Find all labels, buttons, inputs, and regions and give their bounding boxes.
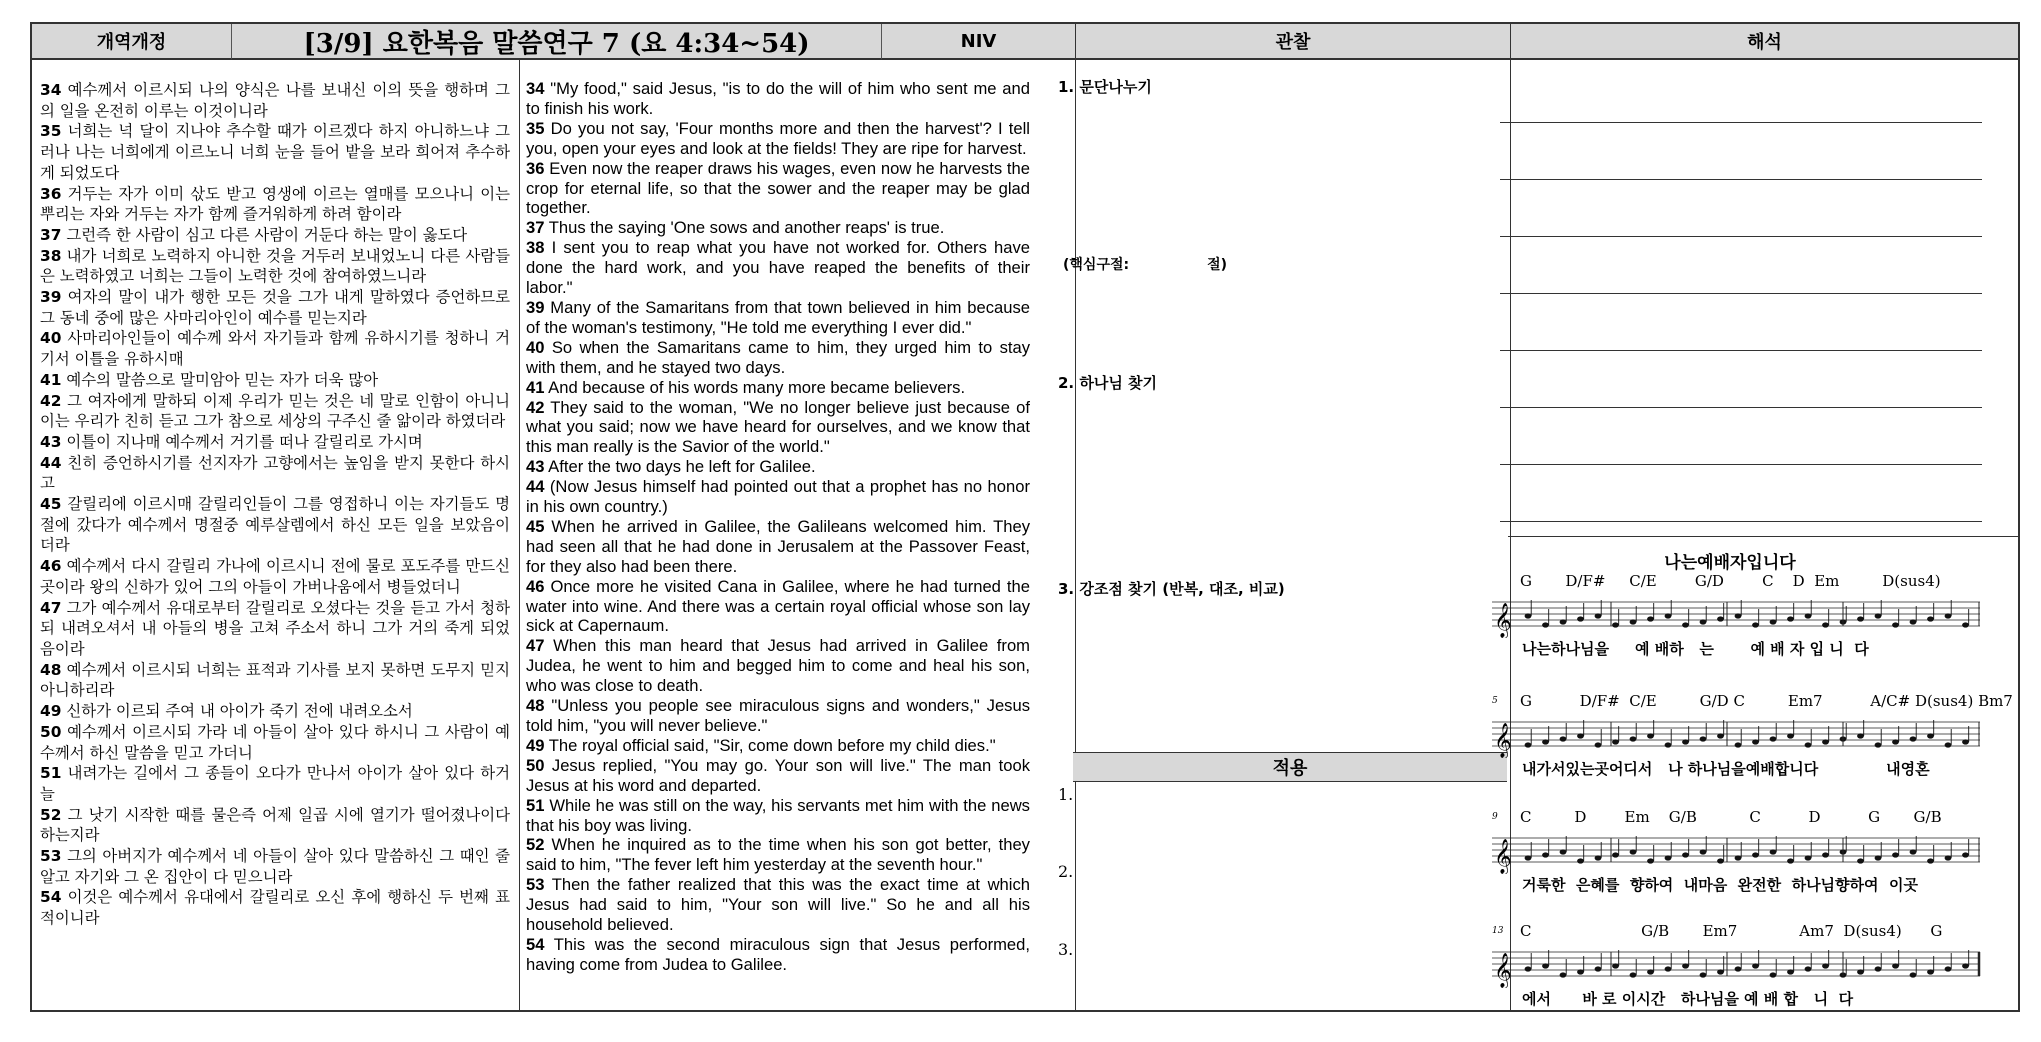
korean-text-column xyxy=(40,72,510,929)
verse-38 xyxy=(40,246,510,287)
verse-number: 48 xyxy=(40,660,62,679)
verse-46 xyxy=(40,556,510,597)
verse-text: This was the second miraculous sign that Jesus performed, having come from Judea to Galilee. xyxy=(526,934,1030,974)
verse-number: 41 xyxy=(40,370,62,389)
verse-number: 53 xyxy=(40,847,62,866)
verse-text: The royal official said, "Sir, come down before my child dies." xyxy=(548,735,996,755)
key-verse-label xyxy=(1063,254,1227,274)
verse-text: 너희는 넉 달이 지나야 추수할 때가 이르겠다 하지 아니하느냐 그러나 나는 너희에게 이르노니 너희 눈을 들어 밭을 보라 희어져 추수하게 되었도다 xyxy=(40,122,510,182)
writing-line xyxy=(1500,236,1982,237)
verse-52 xyxy=(40,805,510,846)
verse-37 xyxy=(526,218,1030,238)
verse-42 xyxy=(40,391,510,432)
measure-number: 5 xyxy=(1492,696,1498,706)
verse-text: After the two days he left for Galilee. xyxy=(548,457,816,477)
measure-number: 13 xyxy=(1492,926,1504,936)
verse-50 xyxy=(526,756,1030,796)
verse-number: 36 xyxy=(526,158,545,178)
writing-line xyxy=(1500,293,1982,294)
song-lyrics: 거룩한 은혜를 향하여 내마음 완전한 하나님향하여 이곳 xyxy=(1522,876,1918,894)
verse-54 xyxy=(526,935,1030,975)
verse-number: 49 xyxy=(526,735,545,755)
verse-text: I sent you to reap what you have not worked for. Others have done the hard work, and you have reaped the benefits of their labor." xyxy=(526,238,1030,298)
verse-number: 37 xyxy=(40,225,62,244)
verse-52 xyxy=(526,835,1030,875)
verse-text: Even now the reaper draws his wages, even now he harvests the crop for eternal life, so that the sower and the reaper may be glad together. xyxy=(526,158,1030,218)
observe-item-emphasis: 3. 강조점 찾기 (반복, 대조, 비교) xyxy=(1058,580,1285,598)
key-verse-prefix: (핵심구절: xyxy=(1063,257,1130,273)
verse-text: 그가 예수께서 유대로부터 갈릴리로 오셨다는 것을 듣고 가서 청하되 내려오셔서 내 아들의 병을 고쳐 주소서 하니 그가 거의 죽게 되었음이라 xyxy=(40,598,510,658)
verse-number: 39 xyxy=(526,297,545,317)
verse-number: 52 xyxy=(526,835,545,855)
verse-text: 예수의 말씀으로 말미암아 믿는 자가 더욱 많아 xyxy=(66,370,379,389)
verse-text: Then the father realized that this was the exact time at which Jesus had said to him, "Your son will live." So he and all his household believed. xyxy=(526,875,1030,935)
chord-symbols: G D/F# C/E G/D C D Em D(sus4) xyxy=(1520,572,1941,590)
verse-51 xyxy=(526,796,1030,836)
verse-number: 43 xyxy=(40,432,62,451)
verse-text: 예수께서 이르시되 가라 네 아들이 살아 있다 하시니 그 사람이 예수께서 하신 말씀을 믿고 가더니 xyxy=(40,722,510,762)
verse-40 xyxy=(526,338,1030,378)
chord-symbols: C D Em G/B C D G G/B xyxy=(1520,808,1942,826)
verse-text: Once more he visited Cana in Galilee, where he had turned the water into wine. And there was a certain royal official whose son lay sick at Capernaum. xyxy=(526,576,1030,636)
verse-43 xyxy=(40,432,510,453)
verse-text: When this man heard that Jesus had arrived in Galilee from Judea, he went to him and begged him to come and heal his son, who was close to death. xyxy=(526,636,1030,696)
verse-number: 53 xyxy=(526,875,545,895)
verse-44 xyxy=(526,477,1030,517)
verse-42 xyxy=(526,398,1030,458)
verse-text: 갈릴리에 이르시매 갈릴리인들이 그를 영접하니 이는 자기들도 명절에 갔다가 예수께서 명절중 예루살렘에서 하신 모든 일을 보았음이더라 xyxy=(40,495,510,555)
verse-text: They said to the woman, "We no longer believe just because of what you said; now we have heard for ourselves, and we know that this man really is the Savior of the world." xyxy=(526,397,1030,457)
verse-number: 39 xyxy=(40,288,62,307)
song-lyrics: 나는하나님을 예 배하 는 예 배 자 입 니 다 xyxy=(1522,640,1869,658)
verse-text: 이것은 예수께서 유대에서 갈릴리로 오신 후에 행하신 두 번째 표적이니라 xyxy=(40,888,510,928)
verse-number: 44 xyxy=(40,453,62,472)
interpret-divider xyxy=(1508,536,2020,537)
verse-34 xyxy=(526,79,1030,119)
verse-number: 38 xyxy=(526,238,545,258)
verse-number: 47 xyxy=(40,598,62,617)
verse-text: "Unless you people see miraculous signs and wonders," Jesus told him, "you will never believe." xyxy=(526,696,1030,735)
verse-text: 내려가는 길에서 그 종들이 오다가 만나서 아이가 살아 있다 하거늘 xyxy=(40,764,510,803)
verse-text: 예수께서 이르시되 나의 양식은 나를 보내신 이의 뜻을 행하며 그의 일을 온전히 이루는 이것이니라 xyxy=(40,81,510,120)
verse-text: 그 낫기 시작한 때를 물은즉 어제 일곱 시에 열기가 떨어졌나이다 하는지라 xyxy=(40,805,510,845)
verse-number: 49 xyxy=(40,702,62,721)
verse-35 xyxy=(40,121,510,183)
apply-item-1: 1. xyxy=(1058,785,1074,804)
writing-line xyxy=(1500,464,1982,465)
verse-49 xyxy=(40,701,510,722)
apply-item-2: 2. xyxy=(1058,862,1074,881)
verse-number: 46 xyxy=(40,557,62,576)
verse-47 xyxy=(40,598,510,660)
verse-text: Do you not say, 'Four months more and then the harvest'? I tell you, open your eyes and look at the fields! They are ripe for harvest. xyxy=(526,118,1030,158)
verse-number: 47 xyxy=(526,636,545,656)
verse-number: 35 xyxy=(40,122,62,141)
niv-header: NIV xyxy=(882,24,1075,60)
verse-number: 37 xyxy=(526,218,545,238)
song-lyrics: 내가서있는곳어디서 나 하나님을예배합니다 내영혼 xyxy=(1522,760,1930,778)
verse-41 xyxy=(526,378,1030,398)
verse-number: 54 xyxy=(40,888,62,907)
verse-46 xyxy=(526,577,1030,637)
writing-line xyxy=(1500,407,1982,408)
music-staff xyxy=(1492,830,1982,874)
verse-41 xyxy=(40,370,510,391)
page-title: [3/9] 요한복음 말씀연구 7 (요 4:34~54) xyxy=(232,24,882,60)
verse-text: 그런즉 한 사람이 심고 다른 사람이 거둔다 하는 말이 옳도다 xyxy=(66,225,468,244)
verse-number: 42 xyxy=(40,391,62,410)
verse-34 xyxy=(40,80,510,121)
interpret-header: 해석 xyxy=(1510,24,2018,60)
verse-number: 51 xyxy=(526,795,545,815)
verse-48 xyxy=(40,660,510,701)
apply-item-3: 3. xyxy=(1058,940,1074,959)
verse-36 xyxy=(40,184,510,225)
observe-header: 관찰 xyxy=(1075,24,1510,60)
verse-number: 44 xyxy=(526,477,545,497)
svg-text:𝄞: 𝄞 xyxy=(1494,839,1512,874)
svg-text:𝄞: 𝄞 xyxy=(1494,723,1512,758)
verse-text: 예수께서 이르시되 너희는 표적과 기사를 보지 못하면 도무지 믿지 아니하리라 xyxy=(40,660,510,700)
verse-number: 35 xyxy=(526,118,545,138)
apply-header: 적용 xyxy=(1073,752,1507,782)
svg-text:𝄞: 𝄞 xyxy=(1494,953,1512,988)
verse-53 xyxy=(526,875,1030,935)
verse-53 xyxy=(40,846,510,887)
verse-number: 36 xyxy=(40,184,62,203)
verse-39 xyxy=(40,287,510,328)
verse-text: While he was still on the way, his servants met him with the news that his boy was living. xyxy=(526,795,1030,835)
verse-text: 친히 증언하시기를 선지자가 고향에서는 높임을 받지 못한다 하시고 xyxy=(40,453,510,493)
verse-47 xyxy=(526,636,1030,696)
verse-48 xyxy=(526,696,1030,736)
verse-45 xyxy=(526,517,1030,577)
verse-number: 45 xyxy=(526,516,545,536)
niv-text-column xyxy=(526,72,1030,975)
verse-number: 45 xyxy=(40,495,62,514)
chord-symbols: G D/F# C/E G/D C Em7 A/C# D(sus4) Bm7 xyxy=(1520,692,2013,710)
key-verse-suffix: 절) xyxy=(1207,257,1228,273)
verse-number: 34 xyxy=(526,79,545,98)
verse-45 xyxy=(40,494,510,556)
music-staff xyxy=(1492,594,1982,638)
verse-40 xyxy=(40,328,510,369)
verse-number: 40 xyxy=(526,337,545,357)
verse-number: 34 xyxy=(40,81,62,99)
verse-51 xyxy=(40,763,510,804)
verse-number: 46 xyxy=(526,576,545,596)
verse-39 xyxy=(526,298,1030,338)
verse-36 xyxy=(526,159,1030,219)
verse-text: 신하가 이르되 주여 내 아이가 죽기 전에 내려오소서 xyxy=(66,702,413,721)
verse-text: When he inquired as to the time when his son got better, they said to him, "The fever left him yesterday at the seventh hour." xyxy=(526,835,1030,875)
column-divider xyxy=(519,60,520,1010)
verse-number: 41 xyxy=(526,377,545,397)
song-title: 나는예배자입니다 xyxy=(1664,553,1796,573)
verse-text: 내가 너희로 노력하지 아니한 것을 거두러 보내었노니 다른 사람들은 노력하였고 너희는 그들이 노력한 것에 참여하였느니라 xyxy=(40,246,510,286)
verse-text: 거두는 자가 이미 삯도 받고 영생에 이르는 열매를 모으나니 이는 뿌리는 자와 거두는 자가 함께 즐거워하게 하려 함이라 xyxy=(40,184,510,224)
verse-text: (Now Jesus himself had pointed out that a prophet has no honor in his own country.) xyxy=(526,477,1030,517)
svg-text:𝄞: 𝄞 xyxy=(1494,603,1512,638)
song-lyrics: 에서 바 로 이시간 하나님을 예 배 합 니 다 xyxy=(1522,990,1854,1008)
verse-text: 그 여자에게 말하되 이제 우리가 믿는 것은 네 말로 인함이 아니니 이는 우리가 친히 듣고 그가 참으로 세상의 구주신 줄 앎이라 하였더라 xyxy=(40,391,510,431)
verse-number: 42 xyxy=(526,397,545,417)
verse-38 xyxy=(526,238,1030,298)
verse-50 xyxy=(40,722,510,763)
verse-35 xyxy=(526,119,1030,159)
verse-number: 38 xyxy=(40,246,62,265)
verse-text: 사마리아인들이 예수께 와서 자기들과 함께 유하시기를 청하니 거기서 이틀을 유하시매 xyxy=(40,329,510,369)
verse-text: When he arrived in Galilee, the Galileans welcomed him. They had seen all that he had done in Jerusalem at the Passover Feast, for they also had been there. xyxy=(526,516,1030,576)
observe-item-find-god: 2. 하나님 찾기 xyxy=(1058,374,1158,392)
verse-text: 여자의 말이 내가 행한 모든 것을 그가 내게 말하였다 증언하므로 그 동네 중에 많은 사마리아인이 예수를 믿는지라 xyxy=(40,288,510,327)
verse-number: 43 xyxy=(526,457,545,477)
column-divider xyxy=(1075,60,1076,1010)
verse-number: 40 xyxy=(40,329,62,348)
verse-number: 51 xyxy=(40,764,62,783)
verse-number: 52 xyxy=(40,805,62,824)
verse-text: 예수께서 다시 갈릴리 가나에 이르시니 전에 물로 포도주를 만드신 곳이라 왕의 신하가 있어 그의 아들이 가버나움에서 병들었더니 xyxy=(40,557,510,596)
verse-number: 50 xyxy=(526,755,545,775)
verse-text: "My food," said Jesus, "is to do the will of him who sent me and to finish his work. xyxy=(526,79,1030,118)
music-staff xyxy=(1492,944,1982,988)
korean-version-header: 개역개정 xyxy=(32,24,232,60)
chord-symbols: C G/B Em7 Am7 D(sus4) G xyxy=(1520,922,1943,940)
verse-text: And because of his words many more became believers. xyxy=(548,377,966,397)
observe-item-paragraphs: 1. 문단나누기 xyxy=(1058,78,1152,96)
verse-text: Thus the saying 'One sows and another reaps' is true. xyxy=(548,218,945,238)
verse-text: So when the Samaritans came to him, they urged him to stay with them, and he stayed two days. xyxy=(526,337,1030,377)
verse-44 xyxy=(40,453,510,494)
writing-line xyxy=(1500,350,1982,351)
verse-43 xyxy=(526,457,1030,477)
verse-49 xyxy=(526,736,1030,756)
writing-line xyxy=(1500,179,1982,180)
verse-number: 48 xyxy=(526,696,545,716)
measure-number: 9 xyxy=(1492,812,1498,822)
verse-54 xyxy=(40,887,510,928)
verse-text: 그의 아버지가 예수께서 네 아들이 살아 있다 말씀하신 그 때인 줄 알고 자기와 그 온 집안이 다 믿으니라 xyxy=(40,847,510,886)
verse-number: 54 xyxy=(526,934,545,954)
verse-text: Many of the Samaritans from that town believed in him because of the woman's testimony, "He told me everything I ever did." xyxy=(526,297,1030,337)
music-staff xyxy=(1492,714,1982,758)
writing-line xyxy=(1500,521,1982,522)
writing-line xyxy=(1500,122,1982,123)
verse-number: 50 xyxy=(40,722,62,741)
verse-text: Jesus replied, "You may go. Your son will live." The man took Jesus at his word and departed. xyxy=(526,755,1030,795)
verse-text: 이틀이 지나매 예수께서 거기를 떠나 갈릴리로 가시며 xyxy=(66,432,423,451)
verse-37 xyxy=(40,225,510,246)
